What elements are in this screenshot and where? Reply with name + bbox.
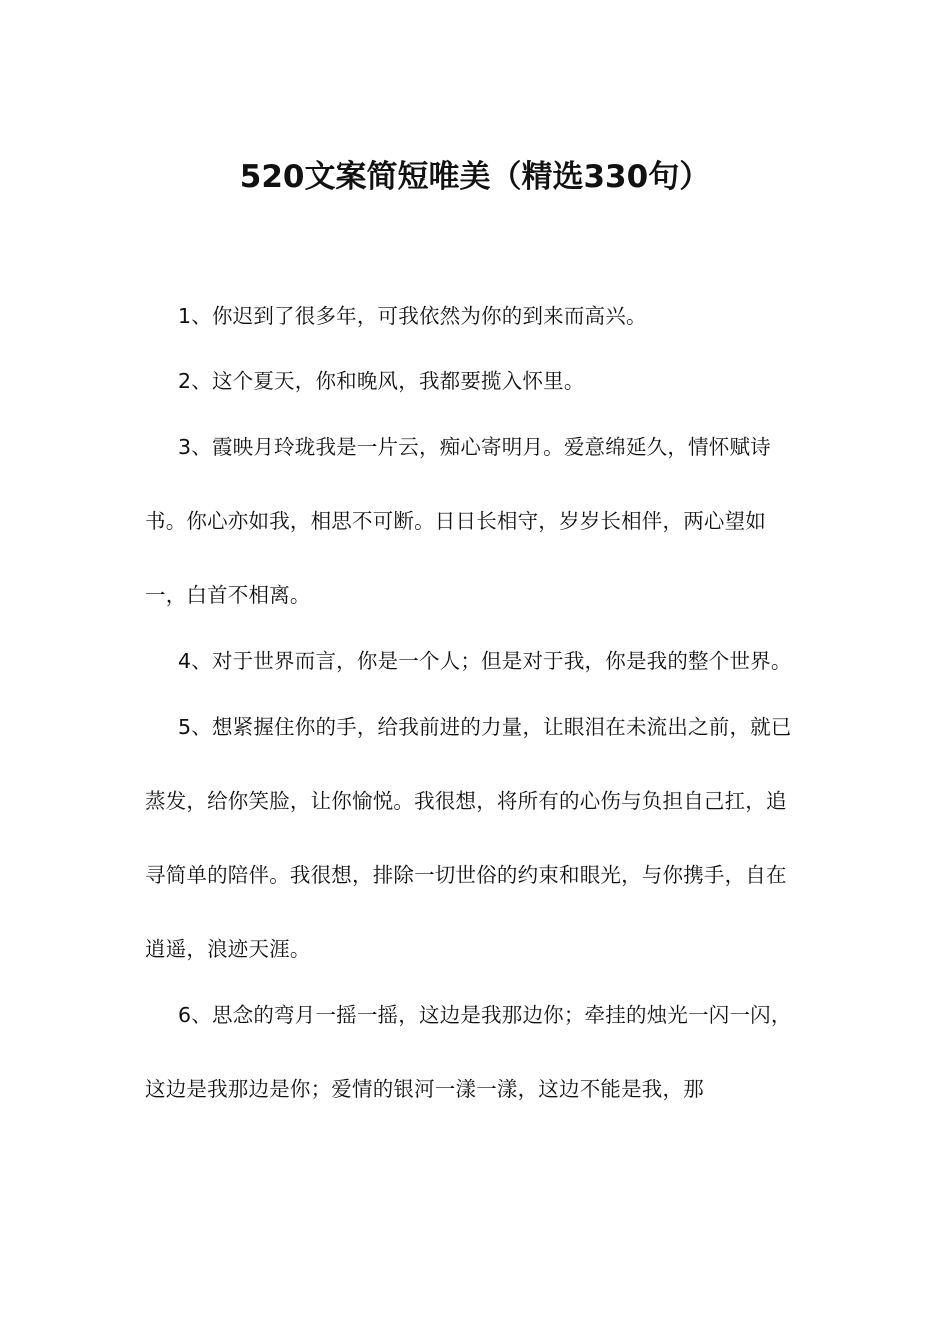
paragraph-2: 2、这个夏天，你和晚风，我都要揽入怀里。 xyxy=(178,369,585,393)
paragraph-6: 6、思念的弯月一摇一摇，这边是我那边你；牵挂的烛光一闪一闪，这边是我那边是你；爱情的银河一漾一漾，这边不能是我，那 xyxy=(145,1003,792,1101)
paragraph-5: 5、想紧握住你的手，给我前进的力量，让眼泪在未流出之前，就已蒸发，给你笑脸，让你愉悦。我很想，将所有的心伤与负担自己扛，追寻简单的陪伴。我很想，排除一切世俗的约束和眼光，与你携手，自在逍遥，浪迹天涯。 xyxy=(145,715,792,961)
page-title: 520文案简短唯美（精选330句） xyxy=(239,159,711,195)
paragraph-3: 3、霞映月玲珑我是一片云，痴心寄明月。爱意绵延久，情怀赋诗书。你心亦如我，相思不可断。日日长相守，岁岁长相伴，两心望如一，白首不相离。 xyxy=(145,435,771,607)
document-body xyxy=(145,298,807,1136)
paragraph-1: 1、你迟到了很多年，可我依然为你的到来而高兴。 xyxy=(178,304,647,328)
paragraph-4: 4、对于世界而言，你是一个人；但是对于我，你是我的整个世界。 xyxy=(178,649,792,673)
